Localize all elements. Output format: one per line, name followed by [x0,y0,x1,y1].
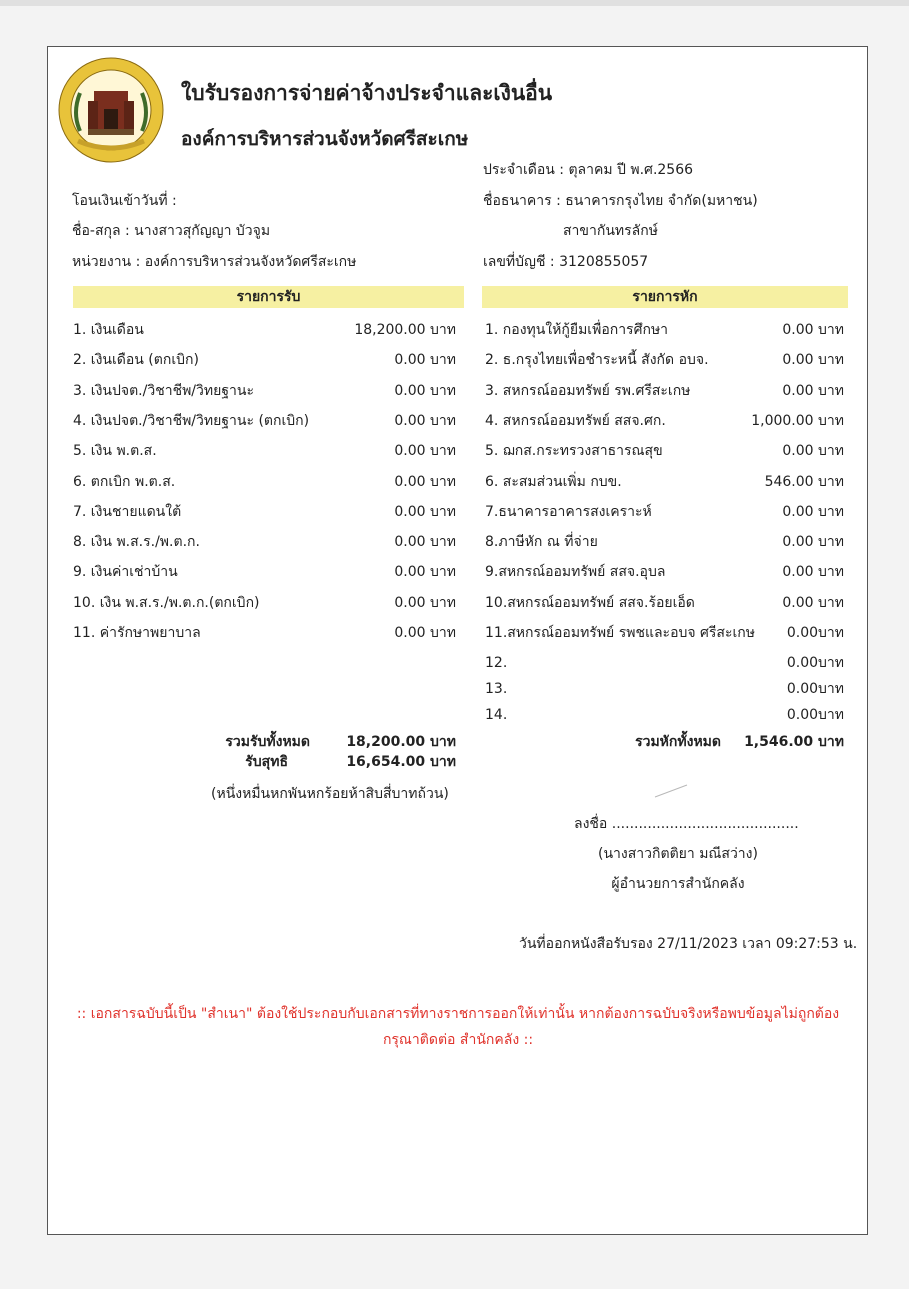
list-item [485,502,844,522]
item-label: 6. สะสมส่วนเพิ่ม กบข. [485,473,622,490]
list-item [485,679,844,699]
net-income-label: รับสุทธิ [245,754,288,770]
item-label: 7.ธนาคารอาคารสงเคราะห์ [485,503,652,520]
list-item [73,411,456,431]
item-label: 1. เงินเดือน [73,322,144,338]
list-item [73,623,456,643]
item-amount: 0.00 บาท [782,352,844,369]
item-label: 2. ธ.กรุงไทยเพื่อชำระหนี้ สังกัด อบจ. [485,352,709,369]
issued-timestamp: วันที่ออกหนังสือรับรอง 27/11/2023 เวลา 09:27:53 น. [519,936,858,952]
item-amount: 0.00 บาท [394,443,456,460]
item-amount: 546.00 บาท [764,473,844,490]
net-income-in-words: (หนึ่งหมื่นหกพันหกร้อยห้าสิบสี่บาทถ้วน) [211,786,449,802]
item-amount: 0.00 บาท [394,625,456,641]
item-amount: 0.00 บาท [782,534,844,551]
item-amount: 0.00 บาท [394,534,456,551]
item-label: 9.สหกรณ์ออมทรัพย์ สสจ.อุบล [485,564,666,581]
item-label: 6. ตกเบิก พ.ต.ส. [73,473,176,490]
signatory-name: (นางสาวกิตติยา มณีสว่าง) [598,846,758,862]
item-amount: 0.00 บาท [782,594,844,611]
list-item [73,381,456,401]
income-total-amount: 18,200.00 บาท [346,734,456,750]
copy-notice-line1: :: เอกสารฉบับนี้เป็น "สำเนา" ต้องใช้ประกอบกับเอกสารที่ทางราชการออกให้เท่านั้น หากต้องการฉบับจริงหรือพบข้อมูลไม่ถูกต้อง [76,1006,840,1022]
item-amount: 0.00 บาท [394,503,456,520]
item-amount: 0.00 บาท [782,382,844,399]
list-item [485,593,844,613]
item-amount: 1,000.00 บาท [751,412,844,429]
net-income-amount: 16,654.00 บาท [346,754,456,770]
document-title: ใบรับรองการจ่ายค่าจ้างประจำและเงินอื่น [181,81,553,105]
item-label: 2. เงินเดือน (ตกเบิก) [73,352,199,369]
employee-name: ชื่อ-สกุล : นางสาวสุกัญญา บัวจูม [72,223,271,239]
list-item [73,562,456,582]
item-amount: 0.00 บาท [782,503,844,520]
bank-branch: สาขากันทรลักษ์ [563,223,658,239]
signature-mark [654,784,688,798]
list-item [73,532,456,552]
item-label: 4. เงินปจต./วิชาชีพ/วิทยฐานะ (ตกเบิก) [73,412,310,429]
item-label: 5. เงิน พ.ต.ส. [73,443,157,460]
deduction-total-amount: 1,546.00 บาท [744,734,844,750]
item-label: 11. ค่ารักษาพยาบาล [73,625,201,641]
item-label: 13. [485,681,508,697]
item-label: 12. [485,655,508,671]
item-amount: 0.00 บาท [782,564,844,581]
list-item [485,441,844,461]
signatory-position: ผู้อำนวยการสำนักคลัง [611,876,745,892]
item-amount: 0.00บาท [786,625,844,641]
copy-notice-line2: กรุณาติดต่อ สำนักคลัง :: [382,1032,534,1048]
item-amount: 0.00 บาท [782,322,844,338]
deduction-total-label: รวมหักทั้งหมด [635,734,721,750]
transfer-date: โอนเงินเข้าวันที่ : [72,193,177,209]
list-item [485,705,844,725]
list-item [73,502,456,522]
list-item [485,381,844,401]
item-amount: 0.00 บาท [394,382,456,399]
provincial-administration-seal-icon [58,57,164,163]
income-total-label: รวมรับทั้งหมด [225,734,310,750]
item-label: 4. สหกรณ์ออมทรัพย์ สสจ.ศก. [485,412,666,429]
item-label: 14. [485,707,508,723]
deduction-header: รายการหัก [482,286,848,308]
list-item [485,350,844,370]
list-item [485,320,844,340]
item-amount: 18,200.00 บาท [354,322,456,338]
item-label: 10.สหกรณ์ออมทรัพย์ สสจ.ร้อยเอ็ด [485,594,695,611]
bank-name: ชื่อธนาคาร : ธนาคารกรุงไทย จำกัด(มหาชน) [483,193,758,209]
list-item [73,472,456,492]
item-amount: 0.00 บาท [394,473,456,490]
list-item [73,593,456,613]
list-item [485,562,844,582]
work-unit: หน่วยงาน : องค์การบริหารส่วนจังหวัดศรีสะเกษ [72,254,357,270]
list-item [485,411,844,431]
list-item [73,350,456,370]
income-header: รายการรับ [73,286,464,308]
item-amount: 0.00บาท [786,655,844,671]
account-number: เลขที่บัญชี : 3120855057 [483,254,649,270]
item-label: 10. เงิน พ.ส.ร./พ.ต.ก.(ตกเบิก) [73,594,260,611]
item-label: 8.ภาษีหัก ณ ที่จ่าย [485,534,598,551]
item-amount: 0.00 บาท [782,443,844,460]
item-label: 9. เงินค่าเช่าบ้าน [73,564,178,581]
organization-name: องค์การบริหารส่วนจังหวัดศรีสะเกษ [181,128,469,150]
item-label: 11.สหกรณ์ออมทรัพย์ รพชและอบจ ศรีสะเกษ [485,625,755,641]
list-item [485,472,844,492]
list-item [485,623,844,643]
item-amount: 0.00 บาท [394,564,456,581]
item-label: 5. ฌกส.กระทรวงสาธารณสุข [485,443,663,460]
item-label: 1. กองทุนให้กู้ยืมเพื่อการศึกษา [485,322,669,338]
list-item [73,441,456,461]
item-amount: 0.00บาท [786,681,844,697]
list-item [73,320,456,340]
list-item [485,653,844,673]
item-label: 3. สหกรณ์ออมทรัพย์ รพ.ศรีสะเกษ [485,382,691,399]
item-label: 7. เงินชายแดนใต้ [73,503,182,520]
item-amount: 0.00 บาท [394,412,456,429]
item-label: 8. เงิน พ.ส.ร./พ.ต.ก. [73,534,200,551]
signature-line: ลงชื่อ .......................................... [574,816,799,832]
viewer-top-bar [0,0,909,6]
item-amount: 0.00 บาท [394,352,456,369]
list-item [485,532,844,552]
item-label: 3. เงินปจต./วิชาชีพ/วิทยฐานะ [73,382,254,399]
item-amount: 0.00 บาท [394,594,456,611]
pay-month: ประจำเดือน : ตุลาคม ปี พ.ศ.2566 [483,162,694,178]
item-amount: 0.00บาท [786,707,844,723]
document-page [47,46,868,1235]
